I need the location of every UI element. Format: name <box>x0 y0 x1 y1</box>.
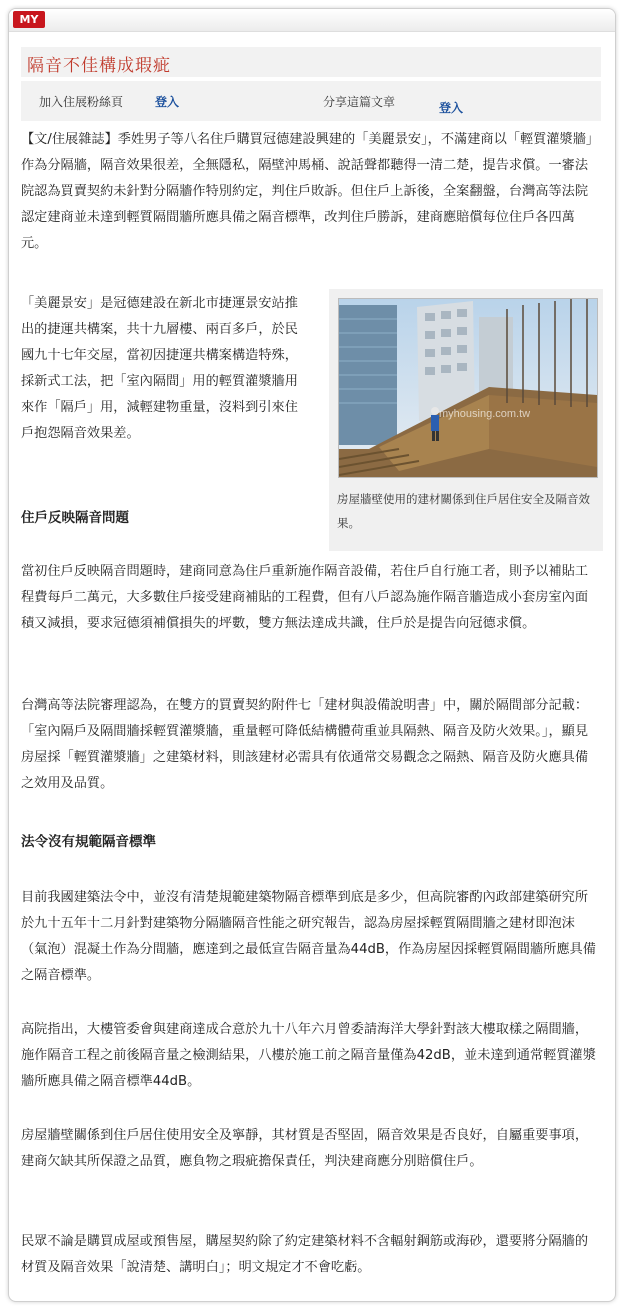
fans-page-label: 加入住展粉絲頁 <box>39 95 124 109</box>
paragraph-court: 台灣高等法院審理認為，在雙方的買賣契約附件七「建材與設備說明書」中，關於隔間部分記載：「室內隔戶及隔間牆採輕質灌漿牆，重量輕可降低結構體荷重並具隔熱、隔音及防火效果。」，顯見房屋採「輕質灌漿牆」之建築材料，則該建材必需具有依通常交易觀念之隔熱、隔音及防火應具備之效用及品質。 <box>21 698 589 791</box>
subheading-regulation: 法令沒有規範隔音標準 <box>21 834 156 850</box>
construction-site-image <box>339 299 597 477</box>
paragraph-complaint: 當初住戶反映隔音問題時，建商同意為住戶重新施作隔音設備，若住戶自行施工者，則予以補貼工程費每戶二萬元，大多數住戶接受建商補貼的工程費，但有八戶認為施作隔音牆造成小套房室內面積又減損，要求冠德須補償損失的坪數，雙方無法達成共識，住戶於是提告向冠德求償。 <box>21 564 589 631</box>
paragraph-intro: 【文/住展雜誌】季姓男子等八名住戶購買冠德建設興建的「美麗景安」，不滿建商以「輕質灌漿牆」作為分隔牆，隔音效果很差，全無隱私，隔壁沖馬桶、說話聲都聽得一清二楚，提告求償。一審法院認為買賣契約未針對分隔牆作特別約定，判住戶敗訴。但住戶上訴後，全案翻盤，台灣高等法院認定建商並未達到輕質隔間牆所應具備之隔音標準，改判住戶勝訴，建商應賠償每位住戶各四萬元。 <box>21 132 600 251</box>
fans-login-link[interactable]: 登入 <box>155 95 180 109</box>
subheading-complaint: 住戶反映隔音問題 <box>21 510 129 526</box>
figure-caption: 房屋牆壁使用的建材關係到住戶居住安全及隔音效果。 <box>337 492 590 530</box>
share-article-label: 分享這篇文章 <box>323 95 396 109</box>
paragraph-test-result: 高院指出，大樓管委會與建商達成合意於九十八年六月曾委請海洋大學針對該大樓取樣之隔間牆，施作隔音工程之前後隔音量之檢測結果，八樓於施工前之隔音量僅為42dB，並未達到通常輕質灌漿牆所應具備之隔音標準44dB。 <box>21 1022 596 1089</box>
share-bar <box>21 81 601 121</box>
paragraph-liability: 房屋牆壁關係到住戶居住使用安全及寧靜，其材質是否堅固，隔音效果是否良好，自屬重要事項，建商欠缺其所保證之品質，應負物之瑕疵擔保責任，判決建商應分別賠償住戶。 <box>21 1128 589 1169</box>
paragraph-standard: 目前我國建築法令中，並沒有清楚規範建築物隔音標準到底是多少，但高院審酌內政部建築研究所於九十五年十二月針對建築物分隔牆隔音性能之研究報告，認為房屋採輕質隔間牆之建材即泡沫（氣泡）混凝土作為分間牆，應達到之最低宣告隔音量為44dB，作為房屋因採輕質隔間牆所應具備之隔音標準。 <box>21 890 596 983</box>
site-logo[interactable]: MY <box>13 11 45 28</box>
share-login-link[interactable]: 登入 <box>439 101 464 115</box>
article-figure <box>329 289 603 551</box>
paragraph-advice: 民眾不論是購買成屋或預售屋，購屋契約除了約定建築材料不含輻射鋼筋或海砂，還要將分隔牆的材質及隔音效果「說清楚、講明白」；明文規定才不會吃虧。 <box>21 1234 589 1275</box>
photo-watermark: myhousing.com.tw <box>439 408 531 420</box>
top-bar <box>9 9 615 32</box>
construction-photo <box>338 298 598 478</box>
article-title: 隔音不佳構成瑕疵 <box>27 56 171 76</box>
article-frame <box>8 8 616 1302</box>
title-bar <box>21 47 601 77</box>
paragraph-project: 「美麗景安」是冠德建設在新北市捷運景安站推出的捷運共構案，共十九層樓、兩百多戶，於民國九十七年交屋，當初因捷運共構案構造特殊，採新式工法，把「室內隔間」用的輕質灌漿牆用來作「隔戶」用，減輕建物重量，沒料到引來住戶抱怨隔音效果差。 <box>21 296 298 441</box>
